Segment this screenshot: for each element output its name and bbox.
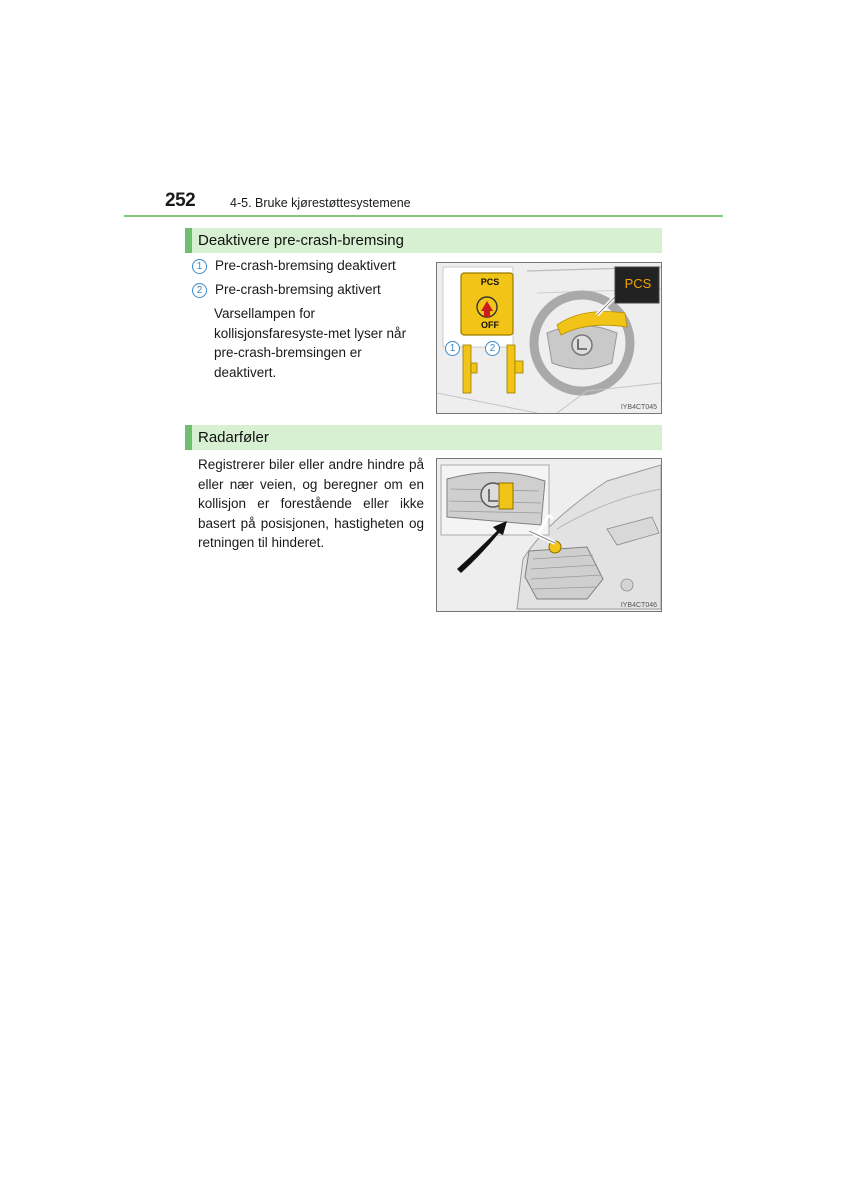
pcs-button-label: PCS bbox=[480, 277, 500, 287]
car-front-illustration bbox=[437, 459, 661, 611]
marker-1: 1 bbox=[192, 259, 207, 274]
figure-code: IYB4CT045 bbox=[620, 404, 657, 411]
page-number: 252 bbox=[165, 190, 196, 211]
list-item-text: Pre-crash-bremsing aktivert bbox=[215, 282, 381, 297]
section-heading-radar bbox=[185, 425, 662, 450]
pcs-switch-figure bbox=[436, 262, 662, 414]
warning-light-note: Varsellampen for kollisjonsfaresyste-met lyser når pre-crash-bremsingen er deaktivert. bbox=[214, 306, 407, 380]
off-label: OFF bbox=[481, 320, 499, 330]
marker-1: 1 bbox=[445, 341, 460, 356]
section-title: Deaktivere pre-crash-bremsing bbox=[198, 232, 404, 249]
section-heading-pcs-off bbox=[185, 228, 662, 253]
marker-2: 2 bbox=[192, 283, 207, 298]
marker-2: 2 bbox=[485, 341, 500, 356]
list-item-text: Pre-crash-bremsing deaktivert bbox=[215, 258, 396, 273]
pcs-warning-indicator: PCS bbox=[624, 276, 652, 291]
header-divider bbox=[124, 215, 723, 217]
section-title: Radarføler bbox=[198, 429, 269, 446]
chapter-title: 4-5. Bruke kjørestøttesystemene bbox=[230, 196, 411, 210]
list-item bbox=[192, 258, 396, 274]
list-item bbox=[192, 282, 381, 298]
radar-description: Registrerer biler eller andre hindre på eller nær veien, og beregner om en kollisjon er forestående eller ikke basert på posisjonen, hastigheten og retningen til hinderet. bbox=[198, 457, 424, 550]
radar-sensor-figure bbox=[436, 458, 662, 612]
figure-code: IYB4CT046 bbox=[620, 602, 657, 609]
